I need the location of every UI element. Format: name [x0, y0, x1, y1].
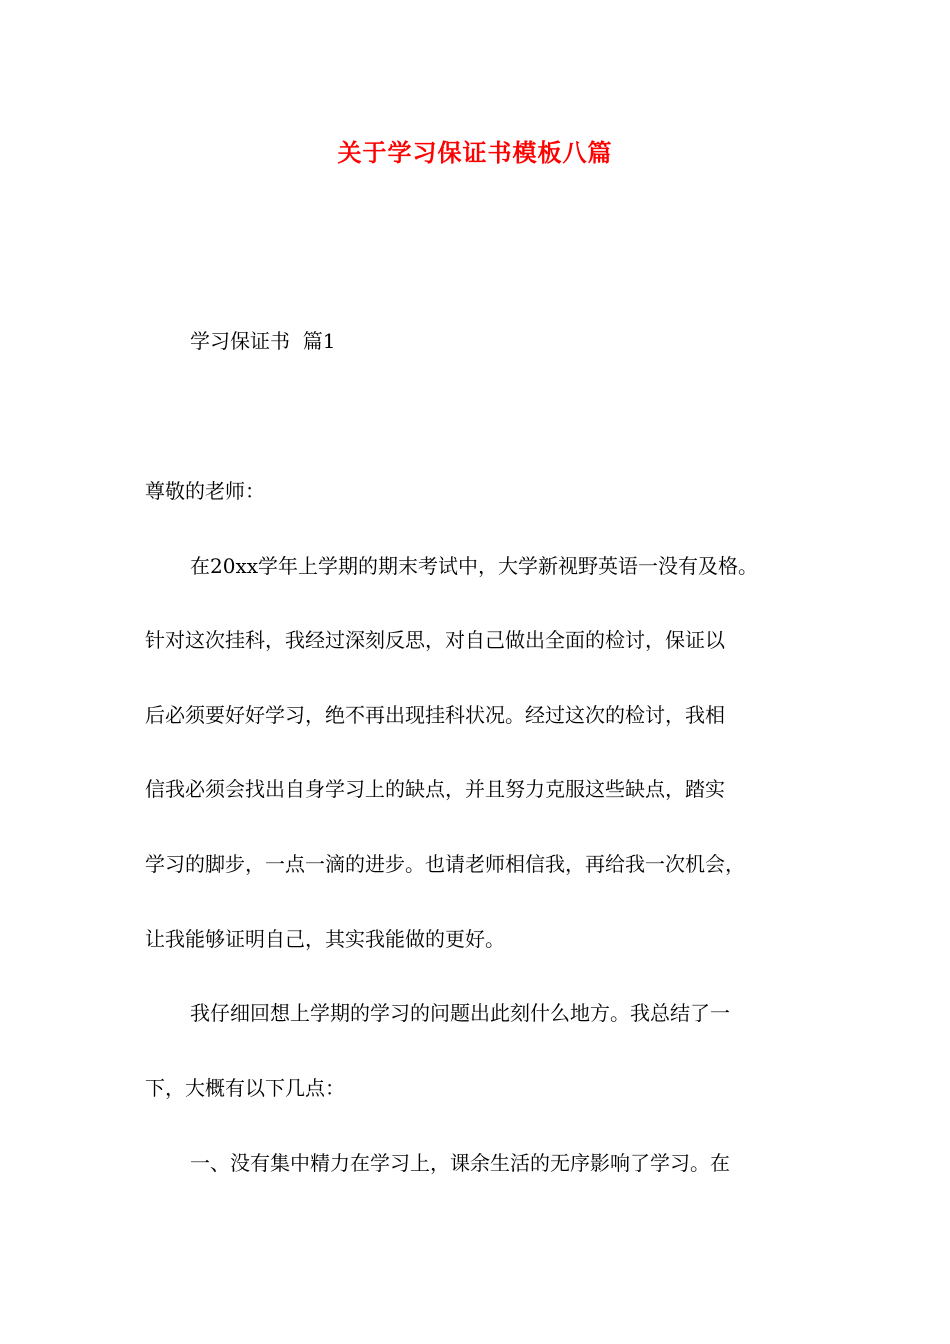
paragraph-line: 在20xx学年上学期的期末考试中，大学新视野英语一没有及格。	[190, 554, 759, 578]
section-heading: 学习保证书 篇1	[190, 329, 336, 353]
paragraph-line: 让我能够证明自己，其实我能做的更好。	[145, 927, 505, 951]
document-title: 关于学习保证书模板八篇	[337, 139, 613, 167]
salutation: 尊敬的老师：	[145, 479, 265, 503]
paragraph-line: 信我必须会找出自身学习上的缺点，并且努力克服这些缺点，踏实	[145, 777, 725, 801]
paragraph-line: 下，大概有以下几点：	[145, 1076, 345, 1100]
paragraph-line: 后必须要好好学习，绝不再出现挂科状况。经过这次的检讨，我相	[145, 703, 725, 727]
paragraph-line: 针对这次挂科，我经过深刻反思，对自己做出全面的检讨，保证以	[145, 628, 725, 652]
paragraph-line: 一、没有集中精力在学习上，课余生活的无序影响了学习。在	[190, 1151, 730, 1175]
paragraph-line: 学习的脚步，一点一滴的进步。也请老师相信我，再给我一次机会，	[145, 852, 745, 876]
paragraph-line: 我仔细回想上学期的学习的问题出此刻什么地方。我总结了一	[190, 1001, 730, 1025]
